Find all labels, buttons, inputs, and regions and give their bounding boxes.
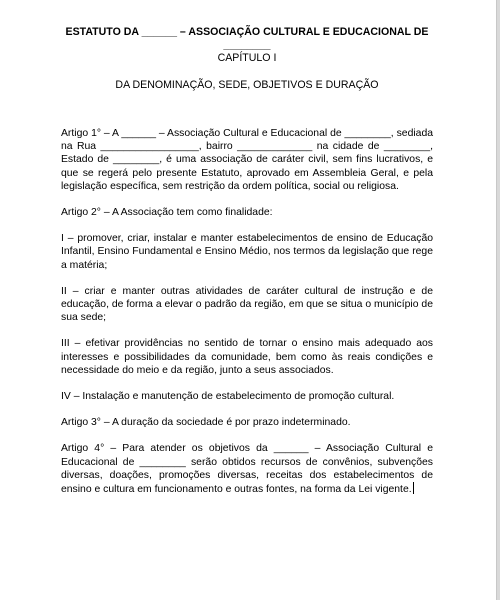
paragraph-item-i: I – promover, criar, instalar e manter estabelecimentos de ensino de Educação Infantil, Ensino Fundamental e Ensino Médio, nos termos da legislação que rege a matéria; [61, 233, 433, 271]
paragraph-artigo-1: Artigo 1° – A ______ – Associação Cultural e Educacional de ________, sediada na Rua _________________, bairro _____________ na cidade de ________, Estado de ________, é uma associação de caráter civil, sem fins lucrativos, e que se regerá pelo presente Estatuto, aprovado em Assembleia Geral, e pela legislação específica, sem restrição da ordem política, social ou religiosa. [61, 128, 433, 192]
paragraph-artigo-4 [61, 442, 433, 496]
text-cursor [413, 482, 414, 494]
vertical-scrollbar[interactable] [496, 0, 500, 600]
document-title: ESTATUTO DA ______ – ASSOCIAÇÃO CULTURAL E EDUCACIONAL DE ________ [65, 26, 429, 51]
paragraph-artigo-3: Artigo 3° – A duração da sociedade é por prazo indeterminado. [61, 417, 351, 429]
paragraph-artigo-2: Artigo 2° – A Associação tem como finalidade: [61, 207, 273, 219]
paragraph-item-ii: II – criar e manter outras atividades de caráter cultural de instrução e de educação, de forma a elevar o padrão da região, em que se situa o município de sua sede; [61, 285, 433, 324]
paragraph-artigo-4-text: Artigo 4° – Para atender os objetivos da ______ – Associação Cultural e Educacional de ________ serão obtidos recursos de convênios, subvenções diversas, doações, promoções diversas, receitas dos estabelecimentos de ensino e cultura em funcionamento e outras fontes, na forma da Lei vigente. [61, 443, 433, 496]
paragraph-item-iv: IV – Instalação e manutenção de estabelecimento de promoção cultural. [61, 391, 395, 403]
section-title: DA DENOMINAÇÃO, SEDE, OBJETIVOS E DURAÇÃO [115, 79, 379, 91]
chapter-heading: CAPÍTULO I [217, 52, 277, 64]
paragraph-item-iii: III – efetivar providências no sentido de tornar o ensino mais adequado aos interesses e possibilidades da comunidade, bem como às reais condições e necessidade do meio e da região, junto a seus associados. [61, 338, 433, 376]
document-body[interactable] [61, 26, 433, 509]
